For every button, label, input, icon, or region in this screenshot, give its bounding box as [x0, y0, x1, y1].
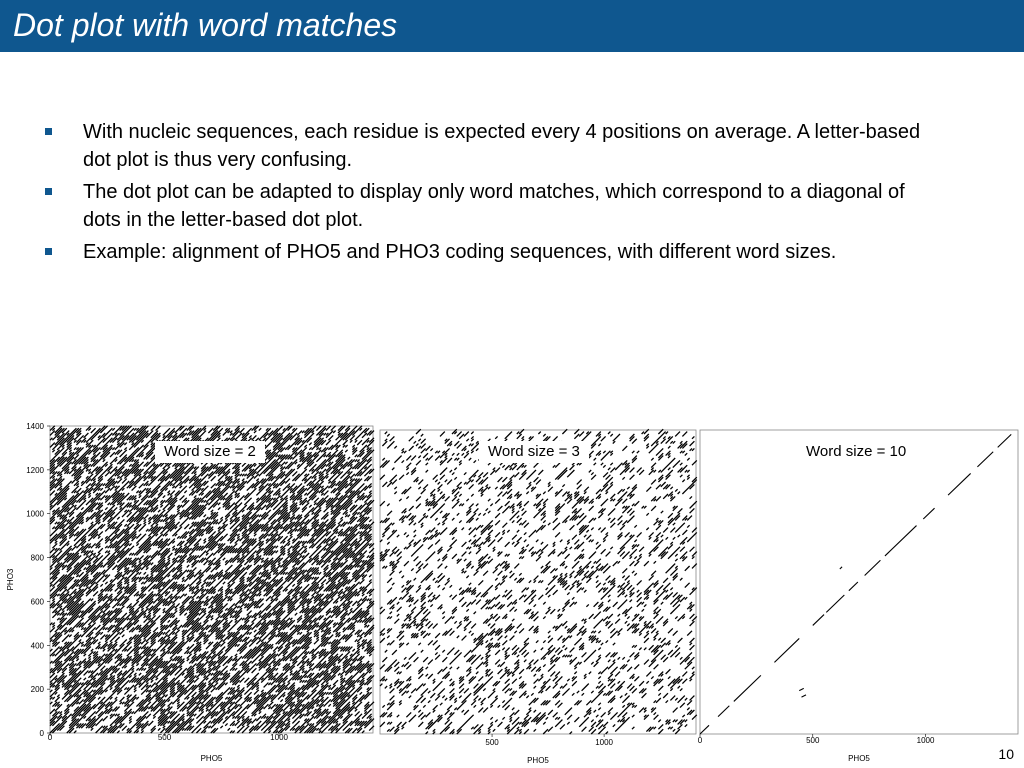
bullet-square-icon: [45, 188, 52, 195]
x-tick-label: 1000: [595, 738, 614, 747]
x-tick-label: 0: [47, 733, 53, 742]
bullet-square-icon: [45, 248, 52, 255]
bullet-text: The dot plot can be adapted to display only word matches, which correspond to a diagonal of dots in the letter-based dot plot.: [83, 181, 905, 231]
x-tick-label: 500: [485, 738, 499, 747]
dotplot-svg: [376, 418, 698, 768]
y-tick-label: 200: [30, 685, 44, 695]
dotplot-svg: [696, 418, 1024, 768]
title-bar: [0, 0, 1024, 52]
slide-title: Dot plot with word matches: [13, 7, 398, 43]
bullet-item: [45, 238, 925, 266]
x-tick-label: 500: [157, 733, 172, 742]
y-tick-label: 0: [39, 729, 44, 738]
plot-caption: Word size = 10: [797, 441, 915, 463]
x-tick-label: 500: [806, 736, 820, 745]
dotplot-word-size-10: [696, 418, 1024, 768]
bullet-text: Example: alignment of PHO5 and PHO3 coding sequences, with different word sizes.: [83, 241, 837, 263]
y-tick-label: 1000: [26, 509, 44, 519]
plot-caption: Word size = 2: [155, 441, 265, 463]
bullet-text: With nucleic sequences, each residue is expected every 4 positions on average. A letter-based dot plot is thus very confusing.: [83, 121, 921, 171]
y-tick-label: 1200: [26, 465, 44, 475]
y-axis-label: PHO3: [6, 568, 15, 591]
y-tick-label: 1400: [26, 422, 44, 431]
x-axis-label: PHO5: [527, 756, 549, 765]
y-tick-label: 400: [30, 641, 44, 651]
x-axis-label: PHO5: [848, 754, 870, 763]
bullet-square-icon: [45, 128, 52, 135]
bullet-item: [45, 178, 925, 234]
plot-caption: Word size = 3: [479, 441, 589, 463]
x-tick-label: 0: [697, 736, 703, 745]
page-number: 10: [998, 746, 1014, 762]
dotplot-svg: [0, 418, 376, 768]
y-tick-label: 600: [30, 597, 44, 607]
bullet-list: [45, 118, 925, 270]
x-tick-label: 1000: [916, 736, 935, 745]
x-tick-label: 1000: [270, 733, 288, 742]
x-axis-label: PHO5: [200, 754, 223, 763]
y-tick-label: 800: [30, 553, 44, 563]
dotplot-word-size-2: [0, 418, 376, 768]
bullet-item: [45, 118, 925, 174]
dotplot-word-size-3: [376, 418, 698, 768]
